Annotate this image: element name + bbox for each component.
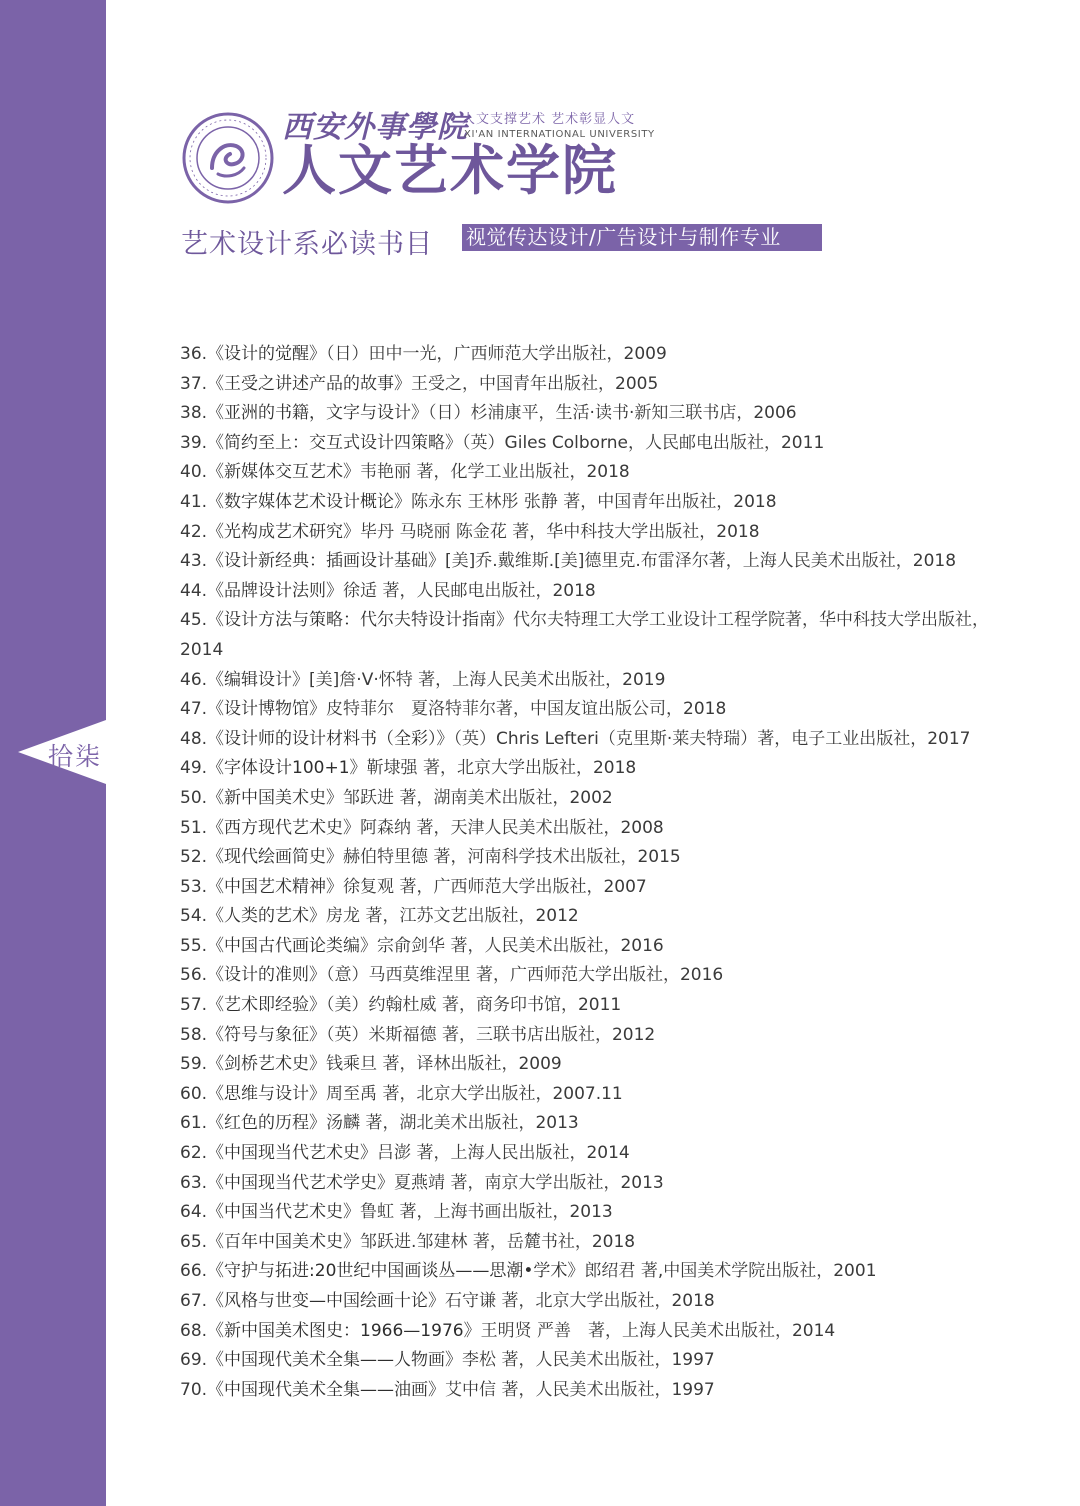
book-title: 《现代绘画简史》 <box>207 847 344 868</box>
book-number: 43. <box>180 551 208 572</box>
book-info: （美）约翰杜威 著，商务印书馆，2011 <box>326 995 622 1016</box>
book-number: 42. <box>180 521 208 542</box>
book-info: [美]詹·V·怀特 著，上海人民美术出版社，2019 <box>309 669 666 690</box>
book-item <box>180 932 1000 962</box>
book-number: 66. <box>180 1261 208 1282</box>
book-item <box>180 370 1000 400</box>
book-number: 60. <box>180 1083 208 1104</box>
book-title: 《中国艺术精神》 <box>207 876 344 897</box>
book-item <box>180 1021 1000 1051</box>
book-info: 郎绍君 著,中国美术学院出版社，2001 <box>584 1261 877 1282</box>
book-title: 《红色的历程》 <box>207 1113 327 1134</box>
book-number: 67. <box>180 1291 208 1311</box>
book-item <box>180 1169 1000 1199</box>
book-number: 41. <box>180 491 208 512</box>
book-title: 《中国当代艺术史》 <box>207 1202 361 1223</box>
book-title: 《新中国美术史》 <box>207 787 344 808</box>
book-item <box>180 1287 1000 1317</box>
book-info: 代尔夫特理工大学工业设计工程学院著，华中科技大学出版社，2014 <box>180 610 990 660</box>
book-info: 吕澎 著，上海人民出版社，2014 <box>377 1143 630 1164</box>
book-info: 周至禹 著，北京大学出版社，2007.11 <box>326 1083 623 1104</box>
book-number: 53. <box>180 876 208 897</box>
book-info: [美]乔.戴维斯.[美]德里克.布雷泽尔著，上海人民美术出版社，2018 <box>445 551 957 572</box>
book-number: 49. <box>180 758 208 779</box>
book-item <box>180 784 1000 814</box>
book-number: 54. <box>180 906 208 927</box>
book-item <box>180 518 1000 548</box>
book-title: 《光构成艺术研究》 <box>207 521 361 542</box>
school-name-en: XI'AN INTERNATIONAL UNIVERSITY <box>464 129 655 140</box>
book-item <box>180 666 1000 696</box>
book-info: 钱乘旦 著，译林出版社，2009 <box>326 1054 562 1075</box>
book-item <box>180 1228 1000 1258</box>
school-seal-logo <box>182 112 274 204</box>
book-number: 63. <box>180 1172 208 1193</box>
book-item <box>180 1139 1000 1169</box>
book-number: 57. <box>180 995 208 1016</box>
book-item <box>180 814 1000 844</box>
book-number: 59. <box>180 1054 208 1075</box>
book-item <box>180 488 1000 518</box>
book-title: 《设计新经典：插画设计基础》 <box>207 551 446 572</box>
book-title: 《思维与设计》 <box>207 1083 327 1104</box>
book-title: 《简约至上：交互式设计四策略》 <box>207 432 463 453</box>
book-item <box>180 725 990 755</box>
book-number: 48. <box>180 728 208 749</box>
book-item <box>180 577 1000 607</box>
book-info: （日）杉浦康平，生活·读书·新知三联书店，2006 <box>428 403 797 424</box>
book-info: 鲁虹 著，上海书画出版社，2013 <box>360 1202 613 1223</box>
book-info: 韦艳丽 著，化学工业出版社，2018 <box>360 462 630 483</box>
book-info: 李松 著，人民美术出版社，1997 <box>462 1350 715 1371</box>
book-info: 陈永东 王林彤 张静 著，中国青年出版社，2018 <box>411 491 777 512</box>
book-info: 王受之，中国青年出版社，2005 <box>411 373 659 394</box>
book-info: 宗俞剑华 著，人民美术出版社，2016 <box>377 935 664 956</box>
book-info: 邹跃进.邹建林 著，岳麓书社，2018 <box>360 1231 636 1252</box>
book-title: 《守护与拓进:20世纪中国画谈丛——思潮•学术》 <box>207 1261 585 1282</box>
book-number: 55. <box>180 935 208 956</box>
book-item <box>180 961 1000 991</box>
book-number: 56. <box>180 965 208 986</box>
book-title: 《编辑设计》 <box>207 669 310 690</box>
book-title: 《中国古代画论类编》 <box>207 935 378 956</box>
book-item <box>180 1317 1000 1347</box>
book-info: 石守谦 著，北京大学出版社，2018 <box>445 1291 715 1311</box>
book-title: 《数字媒体艺术设计概论》 <box>207 491 412 512</box>
book-number: 45. <box>180 610 208 631</box>
book-title: 《百年中国美术史》 <box>207 1231 361 1252</box>
book-title: 《品牌设计法则》 <box>207 580 344 601</box>
book-title: 《人类的艺术》 <box>207 906 327 927</box>
book-item <box>180 1050 1000 1080</box>
book-item <box>180 429 1000 459</box>
book-info: 皮特菲尔 夏洛特菲尔著，中国友谊出版公司，2018 <box>326 699 727 720</box>
book-item <box>180 843 1000 873</box>
book-info: 毕丹 马晓丽 陈金花 著，华中科技大学出版社，2018 <box>360 521 760 542</box>
book-info: 汤麟 著，湖北美术出版社，2013 <box>326 1113 579 1134</box>
book-info: （意）马西莫维涅里 著，广西师范大学出版社，2016 <box>326 965 724 986</box>
book-number: 46. <box>180 669 208 690</box>
book-number: 44. <box>180 580 208 601</box>
book-item <box>180 902 1000 932</box>
book-item <box>180 1080 1000 1110</box>
book-number: 38. <box>180 403 208 424</box>
book-title: 《新媒体交互艺术》 <box>207 462 361 483</box>
book-item <box>180 991 1000 1021</box>
book-info: 阿森纳 著，天津人民美术出版社，2008 <box>360 817 664 838</box>
page-title: 艺术设计系必读书目 <box>181 229 433 260</box>
book-info: 夏燕靖 著，南京大学出版社，2013 <box>394 1172 664 1193</box>
book-info: 房龙 著，江苏文艺出版社，2012 <box>326 906 579 927</box>
book-info: 徐适 著，人民邮电出版社，2018 <box>343 580 596 601</box>
book-title: 《亚洲的书籍，文字与设计》 <box>207 403 429 424</box>
book-number: 61. <box>180 1113 208 1134</box>
book-number: 68. <box>180 1320 208 1341</box>
book-number: 39. <box>180 432 208 453</box>
book-title: 《中国现代美术全集——人物画》 <box>207 1350 463 1371</box>
book-item <box>180 399 1000 429</box>
book-info: （英）Chris Lefteri（克里斯·莱夫特瑞）著，电子工业出版社，2017 <box>453 728 971 749</box>
book-title: 《艺术即经验》 <box>207 995 327 1016</box>
book-number: 58. <box>180 1024 208 1045</box>
book-title: 《王受之讲述产品的故事》 <box>207 373 412 394</box>
book-title: 《设计的觉醒》 <box>207 344 327 364</box>
book-item <box>180 606 990 665</box>
book-info: 王明贤 严善 著，上海人民美术出版社，2014 <box>480 1320 836 1341</box>
book-item <box>180 1198 1000 1228</box>
book-number: 50. <box>180 787 208 808</box>
book-title: 《剑桥艺术史》 <box>207 1054 327 1075</box>
book-item <box>180 1346 1000 1376</box>
book-number: 40. <box>180 462 208 483</box>
book-title: 《字体设计100+1》 <box>207 758 367 779</box>
book-number: 52. <box>180 847 208 868</box>
book-item <box>180 695 1000 725</box>
book-title: 《中国现当代艺术学史》 <box>207 1172 395 1193</box>
book-title: 《设计博物馆》 <box>207 699 327 720</box>
book-list <box>180 340 1000 1405</box>
book-title: 《中国现代美术全集——油画》 <box>207 1379 446 1400</box>
book-item <box>180 340 1000 370</box>
book-item <box>180 1109 1000 1139</box>
book-info: 艾中信 著，人民美术出版社，1997 <box>445 1379 715 1400</box>
book-number: 51. <box>180 817 208 838</box>
book-title: 《风格与世变—中国绘画十论》 <box>207 1291 446 1311</box>
book-title: 《设计的准则》 <box>207 965 327 986</box>
book-title: 《西方现代艺术史》 <box>207 817 361 838</box>
book-number: 69. <box>180 1350 208 1371</box>
book-title: 《设计方法与策略：代尔夫特设计指南》 <box>207 610 514 631</box>
page-number-label: 拾柒 <box>48 742 103 771</box>
book-info: 赫伯特里德 著，河南科学技术出版社，2015 <box>343 847 681 868</box>
book-info: 靳埭强 著，北京大学出版社，2018 <box>366 758 637 779</box>
book-number: 62. <box>180 1143 208 1164</box>
book-number: 65. <box>180 1231 208 1252</box>
book-item <box>180 458 1000 488</box>
book-info: 徐复观 著，广西师范大学出版社，2007 <box>343 876 647 897</box>
book-info: （日）田中一光，广西师范大学出版社，2009 <box>326 344 667 364</box>
book-title: 《新中国美术图史：1966—1976》 <box>207 1320 481 1341</box>
book-number: 37. <box>180 373 208 394</box>
book-item <box>180 754 1000 784</box>
book-number: 70. <box>180 1379 208 1400</box>
college-name: 人文艺术学院 <box>282 139 618 202</box>
book-item <box>180 1376 1000 1406</box>
book-number: 47. <box>180 699 208 720</box>
book-info: （英）Giles Colborne，人民邮电出版社，2011 <box>462 432 825 453</box>
school-name-cn: 西安外事學院 <box>282 110 468 145</box>
book-title: 《中国现当代艺术史》 <box>207 1143 378 1164</box>
book-info: 邹跃进 著，湖南美术出版社，2002 <box>343 787 613 808</box>
book-item <box>180 1257 1000 1287</box>
book-item <box>180 547 1000 577</box>
page-tab <box>18 720 106 784</box>
book-number: 36. <box>180 344 208 364</box>
book-item <box>180 873 1000 903</box>
book-title: 《符号与象征》 <box>207 1024 327 1045</box>
book-info: （英）米斯福德 著，三联书店出版社，2012 <box>326 1024 656 1045</box>
book-number: 64. <box>180 1202 208 1223</box>
book-title: 《设计师的设计材料书（全彩）》 <box>207 728 454 749</box>
major-subtitle: 视觉传达设计/广告设计与制作专业 <box>462 224 822 251</box>
slogan: 人文支撑艺术 艺术彰显人文 <box>462 112 636 127</box>
